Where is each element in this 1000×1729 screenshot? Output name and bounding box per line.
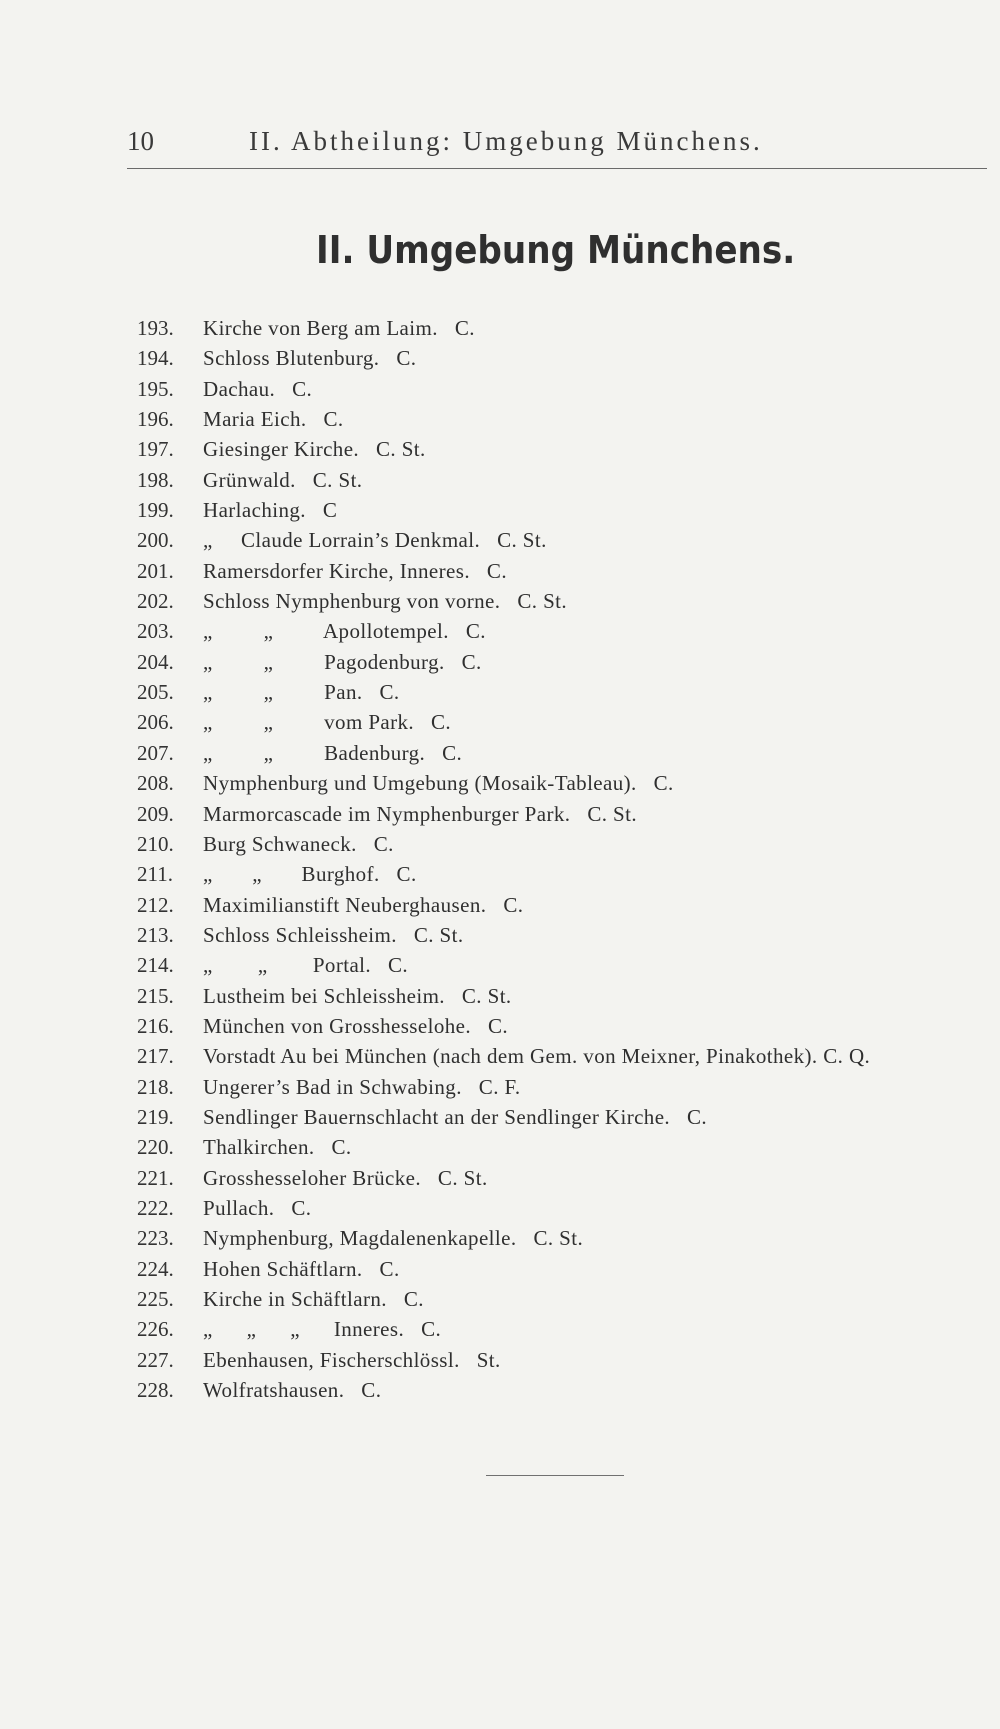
list-item — [127, 677, 987, 707]
entry-number: 201. — [137, 558, 174, 583]
entry-list — [127, 313, 987, 1405]
list-item — [127, 495, 987, 525]
list-item — [127, 647, 987, 677]
list-item — [127, 313, 987, 343]
list-item — [127, 1345, 987, 1375]
list-item — [127, 1011, 987, 1041]
list-item — [127, 799, 987, 829]
entry-text: „ „ Apollotempel. C. — [203, 619, 486, 644]
entry-text: Kirche in Schäftlarn. C. — [203, 1287, 424, 1311]
list-item — [127, 586, 987, 616]
entry-text: „ Claude Lorrain’s Denkmal. C. St. — [203, 528, 547, 553]
entry-number: 227. — [137, 1347, 174, 1372]
entry-number: 207. — [137, 740, 174, 765]
entry-number: 195. — [137, 376, 174, 401]
entry-text: Ramersdorfer Kirche, Inneres. C. — [203, 558, 507, 583]
entry-text: „ „ Portal. C. — [203, 953, 409, 978]
list-item — [127, 465, 987, 495]
entry-text: Hohen Schäftlarn. C. — [203, 1256, 400, 1281]
entry-text: Sendlinger Bauernschlacht an der Sendlinger Kirche. C. — [203, 1104, 708, 1129]
list-item — [127, 859, 987, 889]
entry-text: Lustheim bei Schleissheim. C. St. — [203, 983, 512, 1008]
entry-text: Vorstadt Au bei München (nach dem Gem. von Meixner, Pinakothek). C. Q. — [203, 1044, 871, 1069]
list-item — [127, 920, 987, 950]
entry-text: Kirche von Berg am Laim. C. — [203, 316, 475, 340]
page-number: 10 — [127, 126, 154, 156]
entry-number: 197. — [137, 437, 174, 462]
entry-number: 200. — [137, 528, 174, 553]
running-header — [127, 124, 987, 169]
entry-number: 222. — [137, 1195, 174, 1220]
entry-text: Dachau. C. — [203, 376, 313, 401]
entry-number: 214. — [137, 953, 174, 978]
list-item — [127, 890, 987, 920]
entry-number: 226. — [137, 1317, 174, 1342]
entry-number: 206. — [137, 710, 174, 735]
list-item — [127, 525, 987, 555]
entry-number: 211. — [137, 862, 173, 887]
entry-text: Ebenhausen, Fischerschlössl. St. — [203, 1347, 501, 1372]
entry-number: 228. — [137, 1378, 174, 1403]
entry-text: Schloss Schleissheim. C. St. — [203, 922, 464, 947]
running-title: II. Abtheilung: Umgebung Münchens. — [249, 126, 763, 156]
list-item — [127, 616, 987, 646]
end-rule — [486, 1475, 624, 1476]
entry-number: 220. — [137, 1135, 174, 1160]
entry-text: Marmorcascade im Nymphenburger Park. C. St. — [203, 801, 638, 826]
entry-text: Pullach. C. — [203, 1195, 312, 1220]
entry-number: 194. — [137, 346, 174, 371]
section-title: II. Umgebung Münchens. — [316, 228, 796, 272]
list-item — [127, 1163, 987, 1193]
entry-text: Thalkirchen. C. — [203, 1135, 352, 1160]
entry-text: Maria Eich. C. — [203, 407, 344, 432]
entry-number: 218. — [137, 1074, 174, 1099]
list-item — [127, 981, 987, 1011]
entry-text: Burg Schwaneck. C. — [203, 831, 394, 856]
entry-number: 198. — [137, 467, 174, 492]
list-item — [127, 434, 987, 464]
list-item — [127, 343, 987, 373]
list-item — [127, 1041, 987, 1071]
entry-number: 209. — [137, 801, 174, 826]
list-item — [127, 768, 987, 798]
list-item — [127, 1223, 987, 1253]
list-item — [127, 1072, 987, 1102]
entry-number: 223. — [137, 1226, 174, 1251]
entry-text: „ „ Pagodenburg. C. — [203, 649, 482, 674]
list-item — [127, 556, 987, 586]
entry-number: 203. — [137, 619, 174, 644]
entry-text: Maximilianstift Neuberghausen. C. — [203, 892, 524, 917]
entry-text: Ungerer’s Bad in Schwabing. C. F. — [203, 1074, 521, 1099]
entry-number: 212. — [137, 892, 174, 917]
entry-number: 221. — [137, 1165, 174, 1190]
entry-number: 217. — [137, 1044, 174, 1069]
entry-number: 196. — [137, 407, 174, 432]
entry-number: 199. — [137, 498, 174, 523]
entry-number: 219. — [137, 1104, 174, 1129]
list-item — [127, 404, 987, 434]
entry-number: 210. — [137, 831, 174, 856]
list-item — [127, 1375, 987, 1405]
entry-text: „ „ „ Inneres. C. — [203, 1317, 442, 1342]
list-item — [127, 1102, 987, 1132]
list-item — [127, 1132, 987, 1162]
entry-number: 213. — [137, 922, 174, 947]
list-item — [127, 374, 987, 404]
entry-number: 204. — [137, 649, 174, 674]
entry-number: 225. — [137, 1287, 174, 1311]
entry-number: 205. — [137, 680, 174, 705]
entry-text: Nymphenburg und Umgebung (Mosaik-Tableau). C. — [203, 771, 674, 796]
entry-text: Grosshesseloher Brücke. C. St. — [203, 1165, 488, 1190]
entry-text: Nymphenburg, Magdalenenkapelle. C. St. — [203, 1226, 584, 1251]
entry-text: Harlaching. C — [203, 498, 338, 523]
entry-number: 215. — [137, 983, 174, 1008]
list-item — [127, 1193, 987, 1223]
entry-text: Grünwald. C. St. — [203, 467, 363, 492]
list-item — [127, 950, 987, 980]
entry-number: 224. — [137, 1256, 174, 1281]
entry-text: Giesinger Kirche. C. St. — [203, 437, 426, 462]
entry-text: Wolfratshausen. C. — [203, 1378, 382, 1403]
entry-text: Schloss Nymphenburg von vorne. C. St. — [203, 589, 568, 614]
entry-text: „ „ Pan. C. — [203, 680, 400, 705]
entry-number: 193. — [137, 316, 174, 340]
list-item — [127, 1314, 987, 1344]
entry-number: 216. — [137, 1013, 174, 1038]
entry-text: „ „ Badenburg. C. — [203, 740, 463, 765]
list-item — [127, 738, 987, 768]
list-item — [127, 829, 987, 859]
entry-number: 208. — [137, 771, 174, 796]
list-item — [127, 707, 987, 737]
list-item — [127, 1284, 987, 1314]
entry-text: „ „ Burghof. C. — [203, 862, 417, 887]
entry-number: 202. — [137, 589, 174, 614]
entry-text: München von Grosshesselohe. C. — [203, 1013, 509, 1038]
entry-text: „ „ vom Park. C. — [203, 710, 452, 735]
list-item — [127, 1254, 987, 1284]
entry-text: Schloss Blutenburg. C. — [203, 346, 417, 371]
